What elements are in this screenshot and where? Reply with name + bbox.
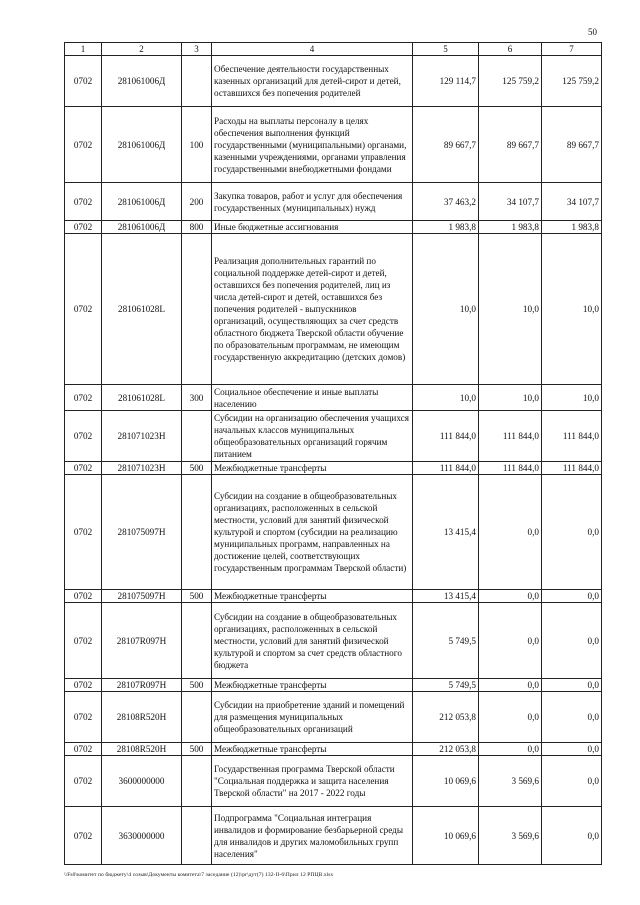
target-article-code: 28108R520Н xyxy=(102,743,182,756)
target-article-code: 3630000000 xyxy=(102,807,182,865)
table-row xyxy=(65,221,602,234)
amount-year-1: 111 844,0 xyxy=(413,411,479,462)
expense-type-code: 500 xyxy=(182,743,212,756)
amount-year-1: 10 069,6 xyxy=(413,756,479,807)
expense-type-code xyxy=(182,411,212,462)
expense-name: Субсидии на организацию обеспечения учащихся начальных классов муниципальных общеобразовательных организаций горячим питанием xyxy=(212,411,413,462)
budget-table xyxy=(64,42,602,865)
amount-year-2: 125 759,2 xyxy=(479,56,542,107)
expense-type-code: 100 xyxy=(182,107,212,183)
amount-year-1: 111 844,0 xyxy=(413,462,479,475)
amount-year-3: 0,0 xyxy=(542,679,602,692)
expense-name: Межбюджетные трансферты xyxy=(212,462,413,475)
target-article-code: 281061006Д xyxy=(102,56,182,107)
amount-year-1: 1 983,8 xyxy=(413,221,479,234)
expense-type-code xyxy=(182,603,212,679)
col-header-2: 2 xyxy=(102,43,182,56)
col-header-7: 7 xyxy=(542,43,602,56)
amount-year-3: 10,0 xyxy=(542,234,602,385)
amount-year-2: 0,0 xyxy=(479,475,542,590)
target-article-code: 28107R097Н xyxy=(102,603,182,679)
amount-year-1: 13 415,4 xyxy=(413,590,479,603)
table-row xyxy=(65,679,602,692)
section-code: 0702 xyxy=(65,603,102,679)
col-header-3: 3 xyxy=(182,43,212,56)
section-code: 0702 xyxy=(65,411,102,462)
expense-type-code xyxy=(182,692,212,743)
amount-year-2: 0,0 xyxy=(479,692,542,743)
amount-year-2: 111 844,0 xyxy=(479,462,542,475)
expense-name: Государственная программа Тверской области "Социальная поддержка и защита населения Тверской области" на 2017 - 2022 годы xyxy=(212,756,413,807)
amount-year-1: 5 749,5 xyxy=(413,603,479,679)
table-row xyxy=(65,234,602,385)
expense-type-code xyxy=(182,807,212,865)
expense-name: Реализация дополнительных гарантий по социальной поддержке детей-сирот и детей, оставшихся без попечения родителей, лиц из числа детей-сирот и детей, оставшихся без попечения родителей - выпускников организаций, осуществляющих за счет средств областного бюджета Тверской области обучение по образовательным программам, не имеющим государственную аккредитацию (детских домов) xyxy=(212,234,413,385)
expense-name: Социальное обеспечение и иные выплаты населению xyxy=(212,385,413,411)
amount-year-2: 0,0 xyxy=(479,743,542,756)
target-article-code: 281061006Д xyxy=(102,107,182,183)
page-number: 50 xyxy=(588,27,597,37)
amount-year-1: 37 463,2 xyxy=(413,183,479,221)
amount-year-2: 10,0 xyxy=(479,385,542,411)
expense-name: Межбюджетные трансферты xyxy=(212,743,413,756)
col-header-6: 6 xyxy=(479,43,542,56)
amount-year-3: 0,0 xyxy=(542,603,602,679)
target-article-code: 281071023Н xyxy=(102,411,182,462)
section-code: 0702 xyxy=(65,385,102,411)
target-article-code: 28108R520Н xyxy=(102,692,182,743)
expense-type-code: 500 xyxy=(182,590,212,603)
amount-year-2: 89 667,7 xyxy=(479,107,542,183)
amount-year-1: 212 053,8 xyxy=(413,692,479,743)
col-header-4: 4 xyxy=(212,43,413,56)
expense-name: Межбюджетные трансферты xyxy=(212,679,413,692)
table-row xyxy=(65,590,602,603)
amount-year-1: 10,0 xyxy=(413,385,479,411)
amount-year-2: 3 569,6 xyxy=(479,756,542,807)
amount-year-2: 1 983,8 xyxy=(479,221,542,234)
amount-year-3: 89 667,7 xyxy=(542,107,602,183)
table-row xyxy=(65,56,602,107)
expense-name: Обеспечение деятельности государственных казенных организаций для детей-сирот и детей, оставшихся без попечения родителей xyxy=(212,56,413,107)
target-article-code: 281075097Н xyxy=(102,475,182,590)
target-article-code: 281071023Н xyxy=(102,462,182,475)
expense-name: Подпрограмма "Социальная интеграция инвалидов и формирование безбарьерной среды для инвалидов и других маломобильных групп населения" xyxy=(212,807,413,865)
amount-year-3: 0,0 xyxy=(542,692,602,743)
expense-name: Субсидии на создание в общеобразовательных организациях, расположенных в сельской местности, условий для занятий физической культурой и спортом (субсидии на реализацию муниципальных программ, направленных на достижение целей, соответствующих государственным программам Тверской области) xyxy=(212,475,413,590)
section-code: 0702 xyxy=(65,107,102,183)
col-header-1: 1 xyxy=(65,43,102,56)
amount-year-1: 89 667,7 xyxy=(413,107,479,183)
amount-year-3: 0,0 xyxy=(542,743,602,756)
expense-name: Субсидии на приобретение зданий и помещений для размещения муниципальных общеобразовательных организаций xyxy=(212,692,413,743)
table-row xyxy=(65,603,602,679)
amount-year-1: 129 114,7 xyxy=(413,56,479,107)
amount-year-2: 0,0 xyxy=(479,590,542,603)
amount-year-2: 0,0 xyxy=(479,603,542,679)
section-code: 0702 xyxy=(65,807,102,865)
target-article-code: 281061006Д xyxy=(102,183,182,221)
amount-year-2: 10,0 xyxy=(479,234,542,385)
section-code: 0702 xyxy=(65,56,102,107)
table-row xyxy=(65,743,602,756)
table-row xyxy=(65,807,602,865)
section-code: 0702 xyxy=(65,234,102,385)
target-article-code: 281075097Н xyxy=(102,590,182,603)
expense-name: Закупка товаров, работ и услуг для обеспечения государственных (муниципальных) нужд xyxy=(212,183,413,221)
section-code: 0702 xyxy=(65,221,102,234)
amount-year-1: 10 069,6 xyxy=(413,807,479,865)
amount-year-2: 111 844,0 xyxy=(479,411,542,462)
section-code: 0702 xyxy=(65,590,102,603)
amount-year-3: 1 983,8 xyxy=(542,221,602,234)
expense-name: Иные бюджетные ассигнования xyxy=(212,221,413,234)
section-code: 0702 xyxy=(65,692,102,743)
target-article-code: 281061028L xyxy=(102,234,182,385)
amount-year-3: 34 107,7 xyxy=(542,183,602,221)
table-row xyxy=(65,385,602,411)
amount-year-3: 0,0 xyxy=(542,475,602,590)
amount-year-1: 212 053,8 xyxy=(413,743,479,756)
amount-year-3: 0,0 xyxy=(542,590,602,603)
column-number-header xyxy=(65,43,602,56)
expense-type-code: 200 xyxy=(182,183,212,221)
section-code: 0702 xyxy=(65,475,102,590)
table-row xyxy=(65,462,602,475)
amount-year-2: 34 107,7 xyxy=(479,183,542,221)
target-article-code: 3600000000 xyxy=(102,756,182,807)
table-row xyxy=(65,692,602,743)
expense-type-code: 300 xyxy=(182,385,212,411)
file-path-footer: \\Fs0\комитет по бюджету\4 созыв\Документы комитета\7 заседание (12)\pr\дут(7) 132-II-6\Прил 12 РПЦВ.xlsx xyxy=(64,872,334,878)
amount-year-2: 3 569,6 xyxy=(479,807,542,865)
amount-year-3: 0,0 xyxy=(542,756,602,807)
target-article-code: 281061028L xyxy=(102,385,182,411)
amount-year-3: 111 844,0 xyxy=(542,462,602,475)
expense-type-code xyxy=(182,475,212,590)
expense-type-code: 500 xyxy=(182,462,212,475)
amount-year-2: 0,0 xyxy=(479,679,542,692)
amount-year-3: 125 759,2 xyxy=(542,56,602,107)
expense-type-code xyxy=(182,756,212,807)
amount-year-3: 10,0 xyxy=(542,385,602,411)
amount-year-1: 10,0 xyxy=(413,234,479,385)
section-code: 0702 xyxy=(65,462,102,475)
expense-name: Расходы на выплаты персоналу в целях обеспечения выполнения функций государственными (муниципальными) органами, казенными учреждениями, органами управления государственными внебюджетными фондами xyxy=(212,107,413,183)
table-row xyxy=(65,475,602,590)
table-row xyxy=(65,107,602,183)
amount-year-1: 13 415,4 xyxy=(413,475,479,590)
expense-type-code xyxy=(182,234,212,385)
expense-name: Субсидии на создание в общеобразовательных организациях, расположенных в сельской местности, условий для занятий физической культурой и спортом за счет средств областного бюджета xyxy=(212,603,413,679)
expense-type-code: 500 xyxy=(182,679,212,692)
expense-type-code xyxy=(182,56,212,107)
table-row xyxy=(65,756,602,807)
expense-type-code: 800 xyxy=(182,221,212,234)
amount-year-3: 0,0 xyxy=(542,807,602,865)
section-code: 0702 xyxy=(65,679,102,692)
section-code: 0702 xyxy=(65,756,102,807)
section-code: 0702 xyxy=(65,743,102,756)
section-code: 0702 xyxy=(65,183,102,221)
amount-year-3: 111 844,0 xyxy=(542,411,602,462)
table-row xyxy=(65,183,602,221)
table-row xyxy=(65,411,602,462)
amount-year-1: 5 749,5 xyxy=(413,679,479,692)
expense-name: Межбюджетные трансферты xyxy=(212,590,413,603)
col-header-5: 5 xyxy=(413,43,479,56)
target-article-code: 281061006Д xyxy=(102,221,182,234)
target-article-code: 28107R097Н xyxy=(102,679,182,692)
